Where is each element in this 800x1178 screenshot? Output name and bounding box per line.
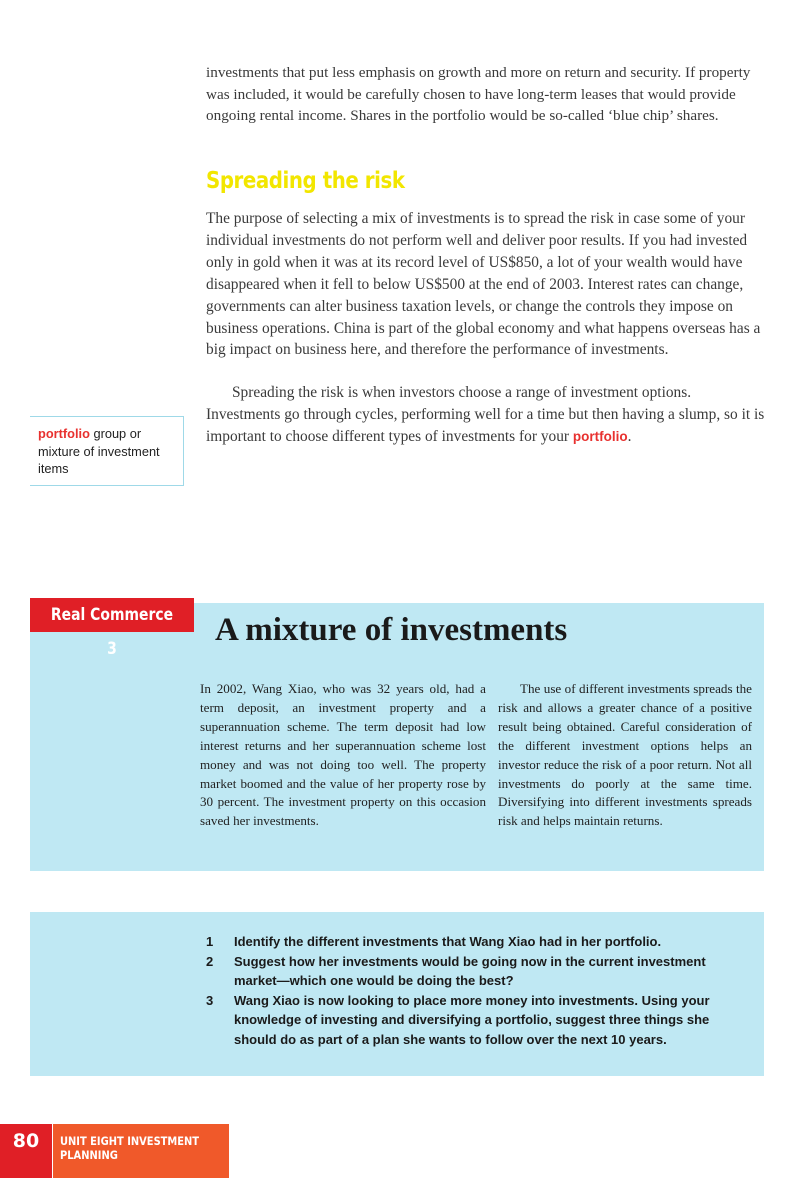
question-item <box>206 952 751 991</box>
case-study-label <box>30 598 194 659</box>
case-study-title: A mixture of investments <box>215 612 568 648</box>
body-paragraph-2 <box>206 382 766 448</box>
page-number: 80 <box>0 1124 52 1178</box>
case-study-column-1: In 2002, Wang Xiao, who was 32 years old, had a term deposit, an investment property and a superannuation scheme. The term deposit had low interest returns and her superannuation scheme lost money and was not doing too well. The property market boomed and the value of her property rose by 30 percent. The investment property on this occasion saved her investments. <box>200 681 486 829</box>
question-number: 3 <box>206 992 214 1008</box>
case-study-column-2: The use of different investments spreads the risk and allows a greater chance of a positive result being obtained. Careful consideration of the different investment options helps an investor reduce the risk of a poor return. Not all investments do poorly at the same time. Diversifying into different investments spreads risk and helps maintain returns. <box>498 681 752 829</box>
body-paragraph-2-text: Spreading the risk is when investors choose a range of investment options. Investments go through cycles, performing well for a time but then having a slump, so it is important to choose different types of investments for your <box>206 384 765 445</box>
unit-title <box>53 1124 229 1178</box>
body-paragraph-1: The purpose of selecting a mix of investments is to spread the risk in case some of your individual investments do not perform well and deliver poor results. If you had invested only in gold when it was at its record level of US$850, a lot of your wealth would have disappeared when it fell to below US$500 at the end of 2003. Interest rates can change, governments can alter business taxation levels, or change the controls they impose on business operations. China is part of the global economy and what happens overseas has a big impact on business here, and therefore the performance of investments. <box>206 210 761 359</box>
questions-list <box>206 932 751 1049</box>
unit-title-line-1: UNIT EIGHT INVESTMENT <box>60 1134 200 1148</box>
unit-title-line-2: PLANNING <box>60 1148 118 1162</box>
body-paragraph-2-end: . <box>627 427 632 445</box>
question-number: 2 <box>206 953 214 969</box>
case-study-label-text: Real Commerce 3 <box>50 605 174 659</box>
question-number: 1 <box>206 934 214 949</box>
section-heading: Spreading the risk <box>206 168 405 194</box>
intro-paragraph: investments that put less emphasis on growth and more on return and security. If property was included, it would be carefully chosen to have long-term leases that would provide ongoing rental income. Shares in the portfolio would be so-called ‘blue chip’ shares. <box>206 64 751 124</box>
question-item <box>206 932 751 952</box>
question-text: Suggest how her investments would be going now in the current investment market—which one would be doing the best? <box>234 953 706 988</box>
glossary-definition: group or mixture of investment items <box>38 426 160 476</box>
portfolio-term: portfolio <box>572 428 628 444</box>
glossary-term: portfolio <box>38 426 90 441</box>
question-text: Identify the different investments that Wang Xiao had in her portfolio. <box>234 934 662 949</box>
question-item <box>206 991 751 1050</box>
question-text: Wang Xiao is now looking to place more money into investments. Using your knowledge of investing and diversifying a portfolio, suggest three things she should do as part of a plan she wants to follow over the next 10 years. <box>234 992 710 1047</box>
glossary-box <box>30 416 184 486</box>
